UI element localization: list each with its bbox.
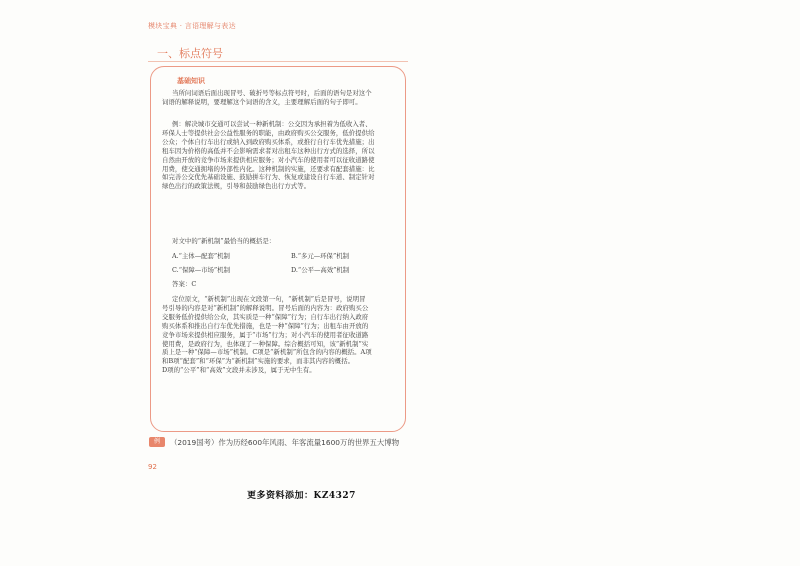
text-line: 和B项“配套”和“环保”为“新机制”实施的要求，而非其内容的概括。 [162,357,355,366]
question-stem: 对文中的“新机制”最恰当的概括是： [172,237,276,245]
text-line: 使用费，是政府行为，也体现了一种保障。综合概括可知，该“新机制”实 [162,339,369,348]
knowledge-box-label: 基础知识 [177,77,205,85]
text-line: 公众；个体自行车出行或纳入到政府购买体系，或推行自行车优先措施；出 [162,137,375,146]
text-line: D项的“公平”和“高效”文段并未涉及，属于无中生有。 [162,366,316,375]
option-d: D.“公平—高效”机制 [291,266,350,274]
text-line: 质上是一种“保障—市场”机制。C项是“新机制”所包含的内容的概括。A项 [162,348,372,357]
section-title: 一、标点符号 [157,47,223,60]
text-line: 租车因为价格的高低并不会影响需求者对出租车这种出行方式的选择，所以 [162,146,375,155]
example-badge: 例 [149,437,165,447]
text-line: 词语的解释说明，要理解这个词语的含义，主要理解后面的句子即可。 [162,97,362,106]
text-line: 例：解决城市交通可以尝试一种新机制：公交因为承担着为低收入者、 [172,120,372,128]
text-line: 如完善公交优先基础设施、鼓励拼车行为、恢复或建设自行车道、制定针对 [162,173,375,182]
section-divider [148,61,408,62]
text-line: 环保人士等提供社会公益性服务的职能，由政府购买公交服务，低价提供给 [162,128,375,137]
analysis-paragraph [162,295,396,375]
text-line: 当所问词语后面出现冒号、破折号等标点符号时，后面的语句是对这个 [172,89,372,97]
footer-note: 更多资料添加：KZ4327 [247,491,356,501]
next-example-text: （2019国考）作为历经600年风雨、年客流量1600万的世界五大博物 [170,438,400,447]
text-line: 竞争市场来提供相应服务，属于“市场”行为；对小汽车的使用者征收道路 [162,330,369,339]
option-b: B.“多元—环保”机制 [291,252,349,260]
text-line: 定位原文，“新机制”出现在文段第一句，“新机制”后是冒号，说明冒 [172,295,366,303]
text-line: 交服务低价提供给公众，其实质是一种“保障”行为；自行车出行纳入政府 [162,312,369,321]
intro-paragraph [162,89,396,107]
example-paragraph [162,120,396,191]
answer-line: 答案：C [172,280,197,288]
text-line: 自然由开放的竞争市场来提供相应服务；对小汽车的使用者可以征收道路使 [162,155,375,164]
page-number: 92 [148,463,157,471]
option-a: A.“主体—配套”机制 [172,252,230,260]
text-line: 用费，使交通拥堵的外部性内化。这种机制的实施，还要求有配套措施：比 [162,164,375,173]
option-c: C.“保障—市场”机制 [172,266,230,274]
text-line: 购买体系和推出自行车优先措施，也是一种“保障”行为；出租车由开放的 [162,321,369,330]
running-header: 模块宝典 · 言语理解与表达 [148,22,236,30]
text-line: 绿色出行的政策法规，引导和鼓励绿色出行方式等。 [162,182,311,191]
text-line: 号引导的内容是对“新机制”的解释说明。冒号后面的内容为：政府购买公 [162,303,369,312]
